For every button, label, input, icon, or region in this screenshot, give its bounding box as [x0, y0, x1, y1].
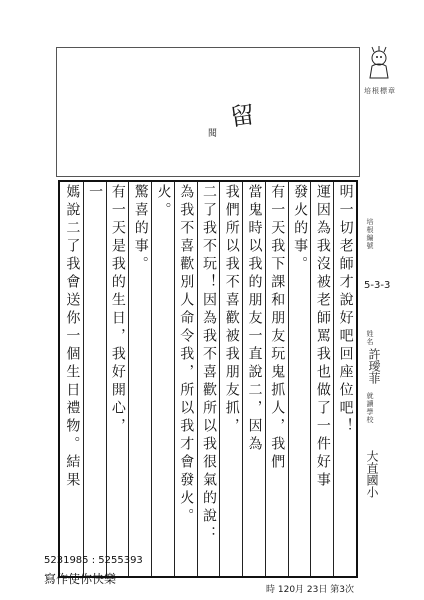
grid-column-divider [310, 182, 311, 576]
essay-column-text: 有一天是我的生日，我好開心， [109, 184, 126, 436]
school-label: 就讀學校 [366, 392, 374, 424]
school-value: 大直國小 [365, 450, 379, 498]
essay-column-text: 為我不喜歡別人命令我，所以我才會發火。 [178, 184, 195, 526]
essay-column-text: 火。 [155, 184, 172, 220]
essay-column-text: 發火的事。 [292, 184, 309, 274]
grid-column-divider [197, 182, 198, 576]
grid-column-divider [219, 182, 220, 576]
footer-label: 5231985 : 5255393 [44, 555, 143, 566]
grid-column-divider [151, 182, 152, 576]
teacher-grade-mark: 留 [228, 100, 257, 132]
grid-column-divider [83, 182, 84, 576]
grid-column-divider [265, 182, 266, 576]
date-text: 時 120月 23日 第3次 [266, 585, 354, 595]
essay-column-text: 媽說二了我會送你一個生日禮物。結果 [64, 184, 81, 490]
grid-column-divider [174, 182, 175, 576]
teacher-comment-box [56, 47, 360, 177]
essay-column-text: 明一切老師才說好吧回座位吧！ [337, 184, 354, 436]
id-label: 培根編號 [366, 218, 374, 250]
essay-column-text: 有一天我下課和朋友玩鬼抓人，我們 [269, 184, 286, 472]
essay-column-text: 一 [87, 184, 104, 202]
grid-column-divider [333, 182, 334, 576]
essay-column-text: 我們所以我不喜歡被我朋友抓， [223, 184, 240, 436]
name-value: 許璦菲 [367, 348, 381, 384]
essay-column-text: 二了我不玩！因為我不喜歡所以我很氣的說： [201, 184, 217, 544]
stamp-label: 培根標章 [364, 87, 396, 95]
mascot-stamp-icon [362, 46, 396, 82]
teacher-small-mark: 閱 [208, 129, 218, 139]
id-value: 5-3-3 [364, 280, 391, 291]
name-label: 姓名 [366, 330, 374, 346]
essay-column-text: 驚喜的事。 [132, 184, 149, 274]
essay-column-text: 運因為我沒被老師罵我也做了一件好事 [314, 184, 331, 490]
grid-column-divider [106, 182, 107, 576]
essay-grid [58, 180, 358, 578]
grid-column-divider [242, 182, 243, 576]
grid-column-divider [288, 182, 289, 576]
footer-slogan: 寫作使你快樂 [44, 572, 117, 586]
essay-column-text: 當鬼時以我的朋友一直說二，因為 [246, 184, 263, 454]
grid-column-divider [128, 182, 129, 576]
